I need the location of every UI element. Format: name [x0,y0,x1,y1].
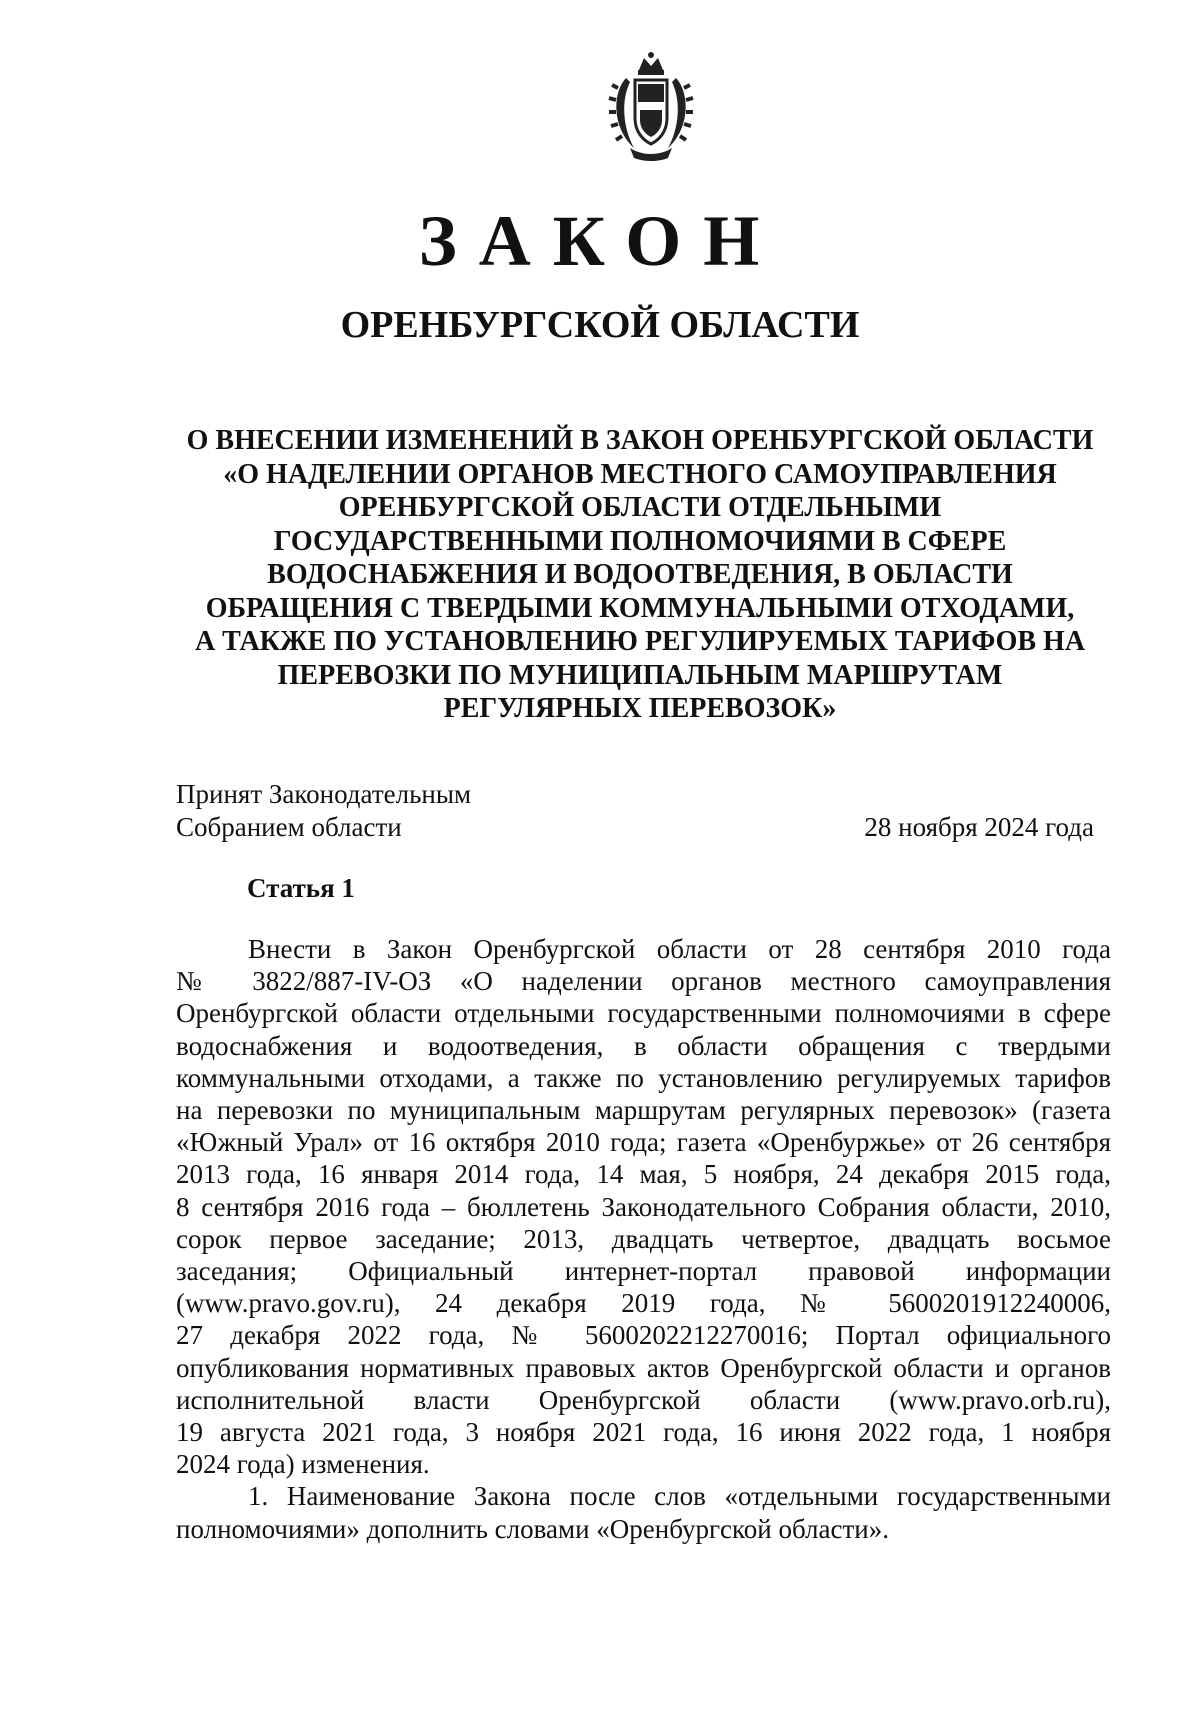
paragraph-line: опубликования нормативных правовых актов Оренбургской области и органов [176,1352,1111,1383]
paragraph-line: 2013 года, 16 января 2014 года, 14 мая, 5 ноября, 24 декабря 2015 года, [176,1159,1111,1190]
paragraph-line: Внести в Закон Оренбургской области от 28 сентября 2010 года [248,934,1111,964]
paragraph-line: полномочиями» дополнить словами «Оренбургской области». [176,1513,889,1544]
paragraph-line: 1. Наименование Закона после слов «отдельными государственными [248,1481,1111,1512]
paragraph-line: заседания; Официальный интернет-портал правовой информации [176,1256,1111,1287]
coat-of-arms-icon [604,48,698,164]
paragraph-line: на перевозки по муниципальным маршрутам регулярных перевозок» (газета [176,1095,1111,1126]
heading-line: А ТАКЖЕ ПО УСТАНОВЛЕНИЮ РЕГУЛИРУЕМЫХ ТАРИФОВ НА [194,626,1086,657]
heading-line: О ВНЕСЕНИИ ИЗМЕНЕНИЙ В ЗАКОН ОРЕНБУРГСКОЙ ОБЛАСТИ [186,425,1094,456]
heading-line: ГОСУДАРСТВЕННЫМИ ПОЛНОМОЧИЯМИ В СФЕРЕ [273,525,1007,557]
article-title: Статья 1 [247,873,355,903]
document-title: ЗАКОН [418,201,782,281]
heading-line: ОБРАЩЕНИЯ С ТВЕРДЫМИ КОММУНАЛЬНЫМИ ОТХОДАМИ, [205,592,1075,624]
paragraph-line: (www.pravo.gov.ru), 24 декабря 2019 года, № 5600201912240006, [176,1288,1111,1319]
paragraph-line: коммунальными отходами, а также по установлению регулируемых тарифов [176,1062,1111,1093]
law-heading [170,424,1110,726]
paragraph-line: 2024 года) изменения. [176,1449,430,1480]
paragraph-line: 19 августа 2021 года, 3 ноября 2021 года, 16 июня 2022 года, 1 ноября [176,1417,1111,1448]
paragraph-line: «Южный Урал» от 16 октября 2010 года; газета «Оренбуржье» от 26 сентября [176,1127,1111,1158]
heading-line: РЕГУЛЯРНЫХ ПЕРЕВОЗОК» [443,693,837,724]
article-body [176,933,1111,1545]
paragraph-line: 8 сентября 2016 года – бюллетень Законодательного Собрания области, 2010, [176,1191,1111,1222]
document-subtitle: ОРЕНБУРГСКОЙ ОБЛАСТИ [340,304,860,346]
paragraph-line: № 3822/887-IV-ОЗ «О наделении органов местного самоуправления [176,966,1111,997]
adopted-by [176,778,471,844]
adopted-line: Собранием области [176,812,402,842]
heading-line: «О НАДЕЛЕНИИ ОРГАНОВ МЕСТНОГО САМОУПРАВЛЕНИЯ [223,458,1057,490]
paragraph-line: 27 декабря 2022 года, № 5600202212270016; Портал официального [176,1320,1111,1351]
heading-line: ВОДОСНАБЖЕНИЯ И ВОДООТВЕДЕНИЯ, В ОБЛАСТИ [267,559,1013,590]
paragraph-line: водоснабжения и водоотведения, в области обращения с твердыми [176,1030,1111,1061]
adopted-line: Принят Законодательным [176,779,472,809]
heading-line: ОРЕНБУРГСКОЙ ОБЛАСТИ ОТДЕЛЬНЫМИ [338,492,942,523]
heading-line: ПЕРЕВОЗКИ ПО МУНИЦИПАЛЬНЫМ МАРШРУТАМ [277,659,1003,691]
paragraph-line: Оренбургской области отдельными государственными полномочиями в сфере [176,998,1111,1029]
paragraph-line: исполнительной власти Оренбургской области (www.pravo.orb.ru), [176,1384,1111,1415]
adoption-date: 28 ноября 2024 года [864,812,1094,842]
paragraph-line: сорок первое заседание; 2013, двадцать четвертое, двадцать восьмое [176,1223,1111,1254]
